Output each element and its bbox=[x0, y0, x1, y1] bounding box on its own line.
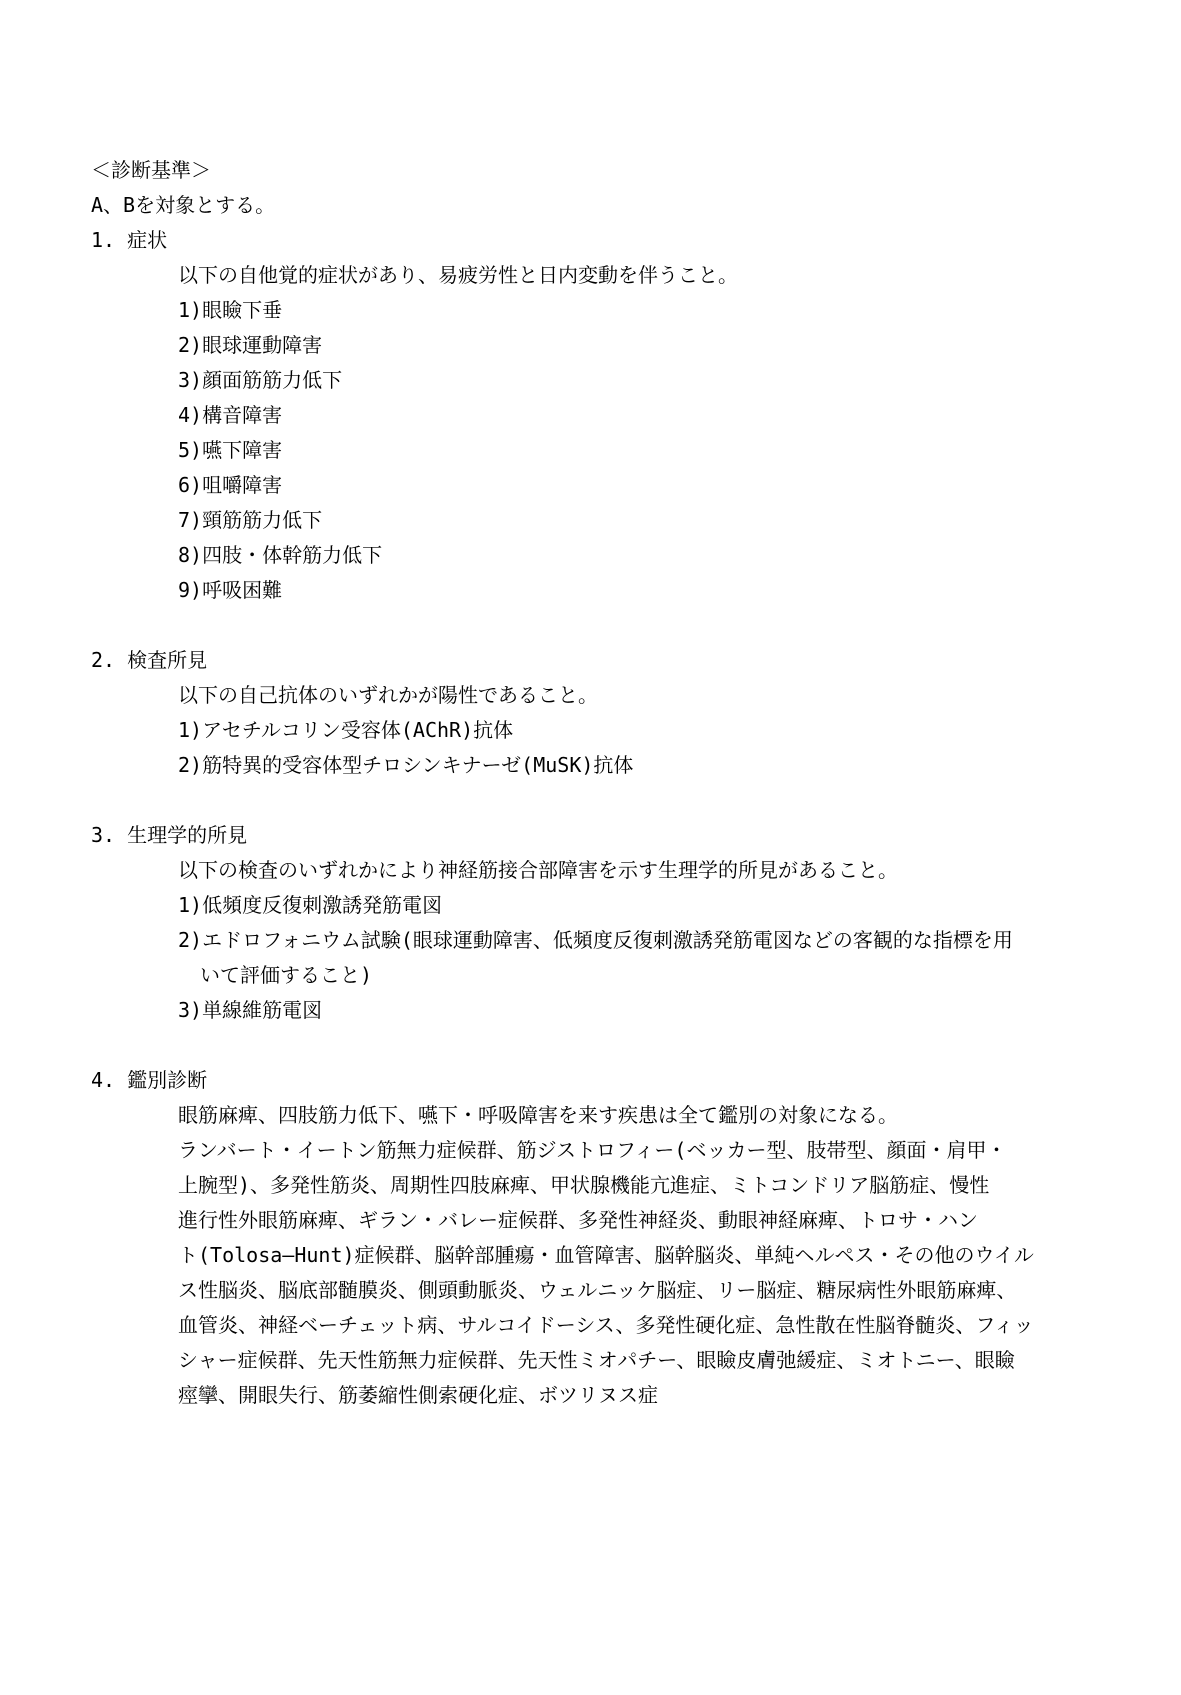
list-item: 4)構音障害 bbox=[178, 403, 283, 427]
blank-line bbox=[91, 1028, 1111, 1063]
section-lead: 眼筋麻痺、四肢筋力低下、嚥下・呼吸障害を来す疾患は全て鑑別の対象になる。 bbox=[178, 1103, 898, 1127]
diagnostic-criteria-document bbox=[91, 153, 1111, 1413]
blank-line bbox=[91, 608, 1111, 643]
list-item: 1)眼瞼下垂 bbox=[178, 298, 283, 322]
paragraph-line: 進行性外眼筋麻痺、ギラン・バレー症候群、多発性神経炎、動眼神経麻痺、トロサ・ハン bbox=[178, 1208, 978, 1232]
list-item: 2)筋特異的受容体型チロシンキナーゼ(MuSK)抗体 bbox=[178, 753, 634, 777]
paragraph-line: 上腕型)、多発性筋炎、周期性四肢麻痺、甲状腺機能亢進症、ミトコンドリア脳筋症、慢性 bbox=[178, 1173, 990, 1197]
list-item: 2)眼球運動障害 bbox=[178, 333, 323, 357]
paragraph-line: 痙攣、開眼失行、筋萎縮性側索硬化症、ボツリヌス症 bbox=[178, 1383, 658, 1407]
list-item: 1)アセチルコリン受容体(AChR)抗体 bbox=[178, 718, 514, 742]
section-lead: 以下の自己抗体のいずれかが陽性であること。 bbox=[178, 683, 598, 707]
paragraph-line: シャー症候群、先天性筋無力症候群、先天性ミオパチー、眼瞼皮膚弛緩症、ミオトニー、眼瞼 bbox=[178, 1348, 1015, 1372]
blank-line bbox=[91, 783, 1111, 818]
section-lead: 以下の自他覚的症状があり、易疲労性と日内変動を伴うこと。 bbox=[178, 263, 738, 287]
list-item: 2)エドロフォニウム試験(眼球運動障害、低頻度反復刺激誘発筋電図などの客観的な指標を用 bbox=[178, 928, 1013, 952]
list-item: 3)単線維筋電図 bbox=[178, 998, 323, 1022]
heading: ＜診断基準＞ bbox=[91, 158, 211, 182]
list-item: 1)低頻度反復刺激誘発筋電図 bbox=[178, 893, 443, 917]
section-title: 4. 鑑別診断 bbox=[91, 1068, 208, 1092]
list-item: 8)四肢・体幹筋力低下 bbox=[178, 543, 383, 567]
section-title: 3. 生理学的所見 bbox=[91, 823, 248, 847]
section-title: 1. 症状 bbox=[91, 228, 168, 252]
paragraph-line: 血管炎、神経ベーチェット病、サルコイドーシス、多発性硬化症、急性散在性脳脊髄炎、フィッ bbox=[178, 1313, 1034, 1337]
list-item: 3)顔面筋筋力低下 bbox=[178, 368, 343, 392]
paragraph-line: ス性脳炎、脳底部髄膜炎、側頭動脈炎、ウェルニッケ脳症、リー脳症、糖尿病性外眼筋麻痺、 bbox=[178, 1278, 1017, 1302]
list-item: 7)頸筋筋力低下 bbox=[178, 508, 323, 532]
paragraph-line: ト(Tolosa—Hunt)症候群、脳幹部腫瘍・血管障害、脳幹脳炎、単純ヘルペス・その他のウイル bbox=[178, 1243, 1034, 1267]
section-title: 2. 検査所見 bbox=[91, 648, 208, 672]
intro: A、Bを対象とする。 bbox=[91, 193, 276, 217]
list-item-continuation: いて評価すること) bbox=[200, 963, 373, 987]
paragraph-line: ランバート・イートン筋無力症候群、筋ジストロフィー(ベッカー型、肢帯型、顔面・肩甲・ bbox=[178, 1138, 1007, 1162]
list-item: 5)嚥下障害 bbox=[178, 438, 283, 462]
list-item: 9)呼吸困難 bbox=[178, 578, 283, 602]
section-lead: 以下の検査のいずれかにより神経筋接合部障害を示す生理学的所見があること。 bbox=[178, 858, 898, 882]
list-item: 6)咀嚼障害 bbox=[178, 473, 283, 497]
